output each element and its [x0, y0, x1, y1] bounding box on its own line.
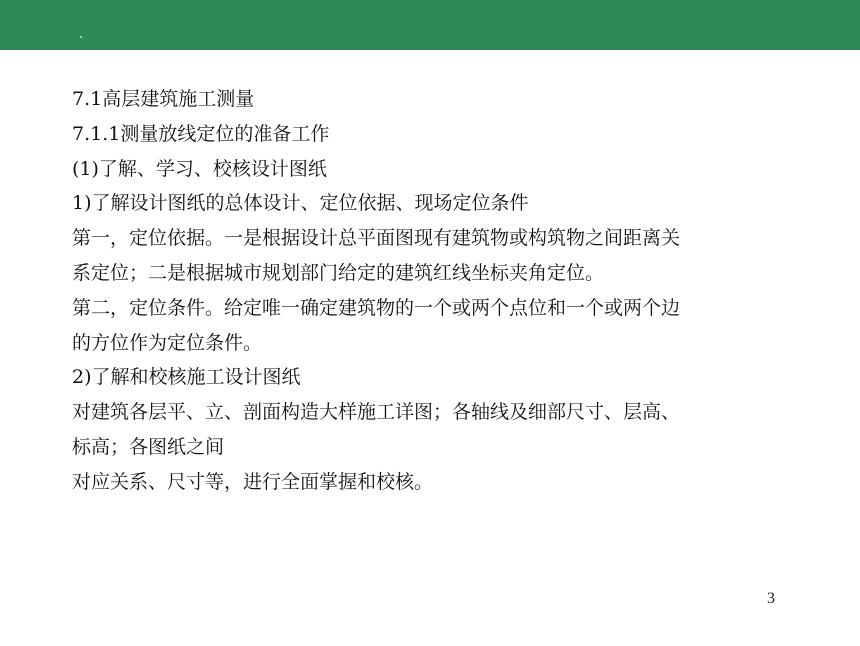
body-text-line: 对建筑各层平、立、剖面构造大样施工详图；各轴线及细部尺寸、层高、: [72, 401, 681, 424]
subitem-heading: 1)了解设计图纸的总体设计、定位依据、现场定位条件: [72, 192, 529, 215]
slide-body: [72, 82, 812, 500]
body-text-line: 标高；各图纸之间: [72, 435, 225, 458]
header-dot: [80, 36, 82, 38]
header-bar: [0, 0, 860, 50]
body-text-line: 第一，定位依据。一是根据设计总平面图现有建筑物或构筑物之间距离关: [72, 227, 681, 250]
body-text-line: 对应关系、尺寸等，进行全面掌握和校核。: [72, 470, 434, 493]
subitem-heading: 2)了解和校核施工设计图纸: [72, 366, 301, 389]
page-number: 3: [767, 590, 775, 607]
section-title: 7.1高层建筑施工测量: [72, 88, 255, 110]
subsection-title: 7.1.1测量放线定位的准备工作: [72, 122, 330, 145]
item-heading: (1)了解、学习、校核设计图纸: [72, 157, 327, 180]
body-text-line: 系定位；二是根据城市规划部门给定的建筑红线坐标夹角定位。: [72, 261, 605, 284]
body-text-line: 的方位作为定位条件。: [72, 331, 263, 354]
body-text-line: 第二，定位条件。给定唯一确定建筑物的一个或两个点位和一个或两个边: [72, 296, 681, 319]
